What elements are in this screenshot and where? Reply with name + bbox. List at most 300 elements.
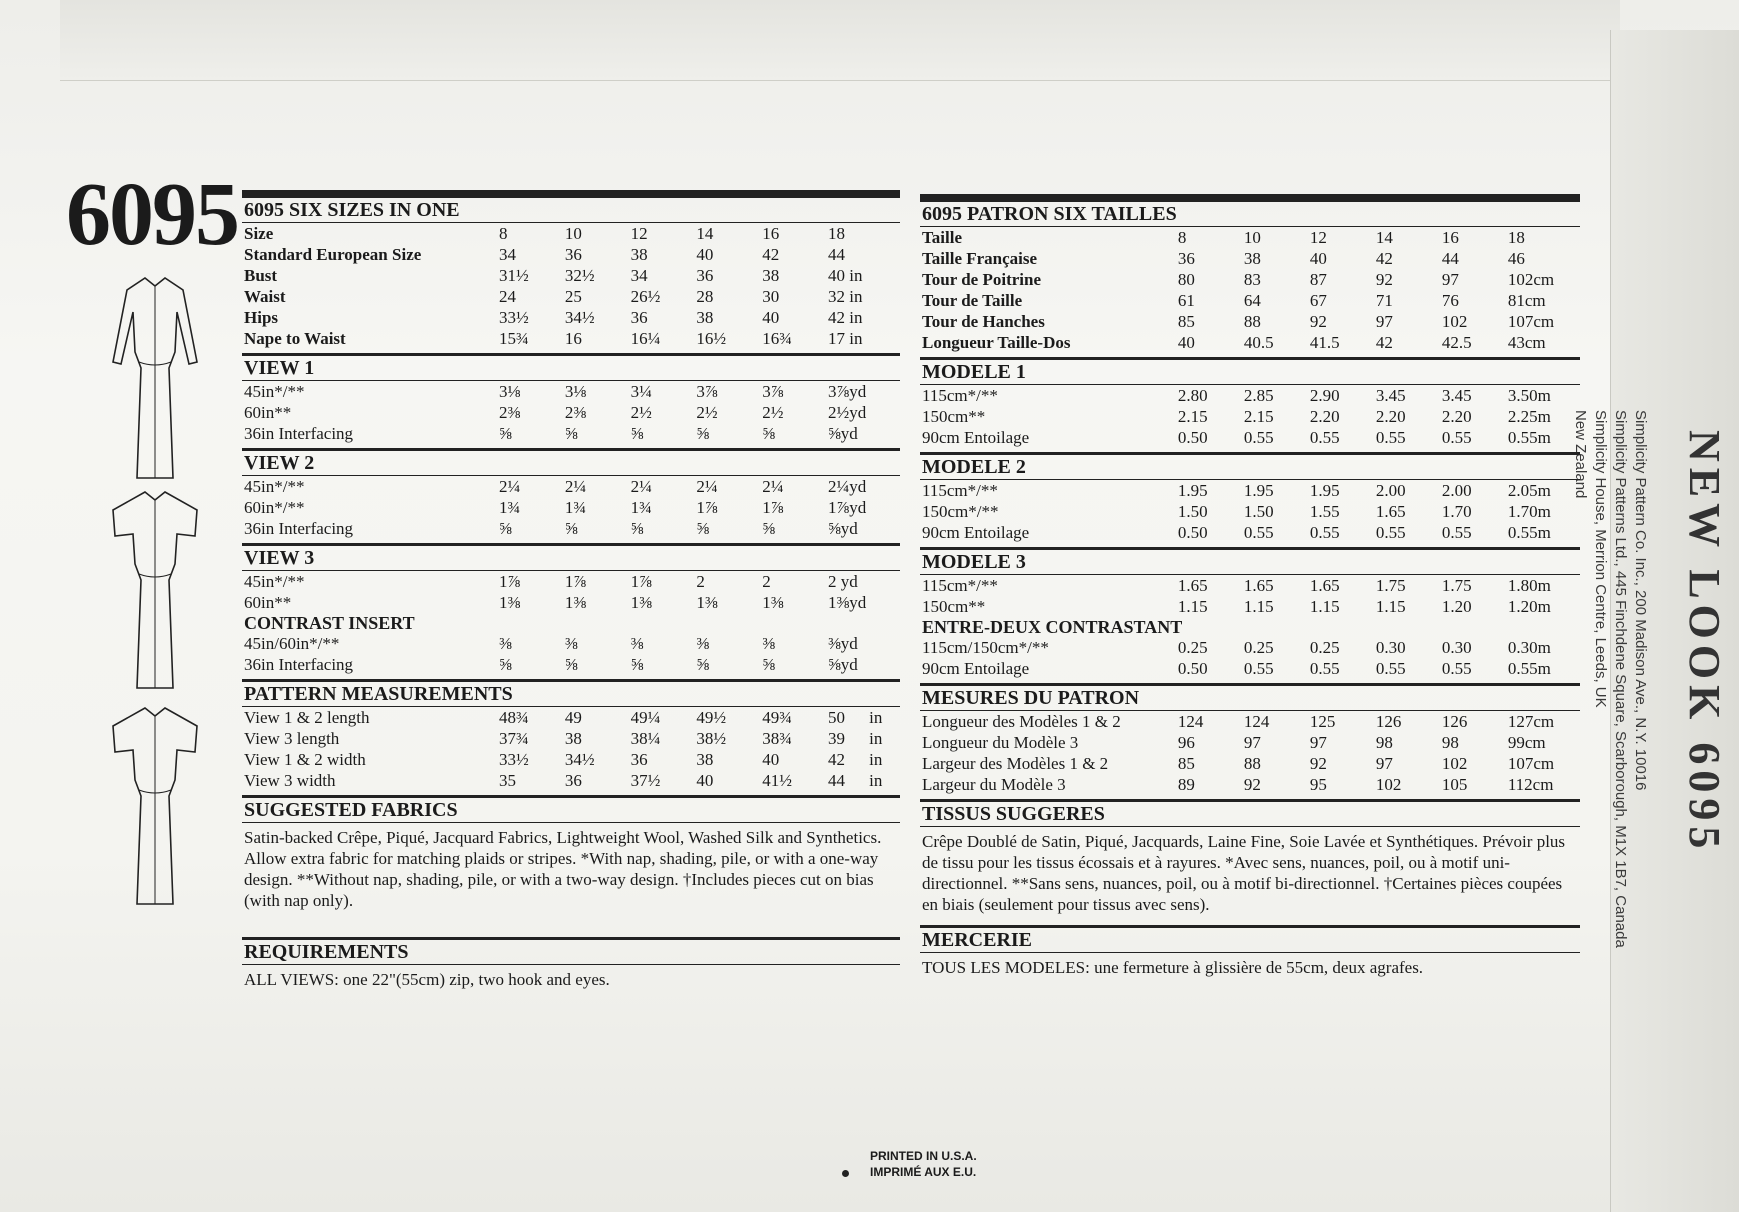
address-line: New Zealand: [1572, 410, 1589, 499]
table-row: [242, 749, 900, 770]
row-label: 45in*/**: [244, 477, 305, 496]
row-label: Bust: [244, 266, 278, 285]
cell-value: 14: [696, 224, 714, 243]
cell-value: 40: [696, 771, 714, 790]
size-table: [242, 223, 900, 349]
cell-value: ⅝: [696, 655, 710, 674]
cell-value: 88: [1243, 312, 1261, 331]
cell-value: 1⅞yd: [828, 498, 867, 517]
cell-value: 1⅞: [499, 572, 521, 591]
cell-value: 2.20: [1309, 407, 1340, 426]
cell-value: ⅝: [564, 424, 578, 443]
cell-value: 0.50: [1177, 523, 1208, 542]
cell-value: 127cm: [1507, 712, 1555, 731]
cell-value: 16: [762, 224, 780, 243]
cell-value: 98: [1375, 733, 1393, 752]
french-title: 6095 PATRON SIX TAILLES: [920, 194, 1580, 227]
view2-title: VIEW 2: [242, 448, 900, 476]
cell-value: 3⅞: [696, 382, 718, 401]
row-label: Longueur du Modèle 3: [922, 733, 1079, 752]
cell-value: 1.95: [1243, 481, 1274, 500]
cell-value: 1¾: [630, 498, 652, 517]
cell-value: 2.80: [1177, 386, 1208, 405]
cell-value: 40: [696, 245, 714, 264]
cell-value: 2½: [762, 403, 784, 422]
address-line: Simplicity House, Merrion Centre, Leeds, UK: [1592, 410, 1609, 708]
cell-value: 12: [630, 224, 648, 243]
cell-value: 2⅜: [499, 403, 521, 422]
envelope-top-flap: [60, 0, 1620, 81]
row-label: Size: [244, 224, 274, 243]
cell-value: 83: [1243, 270, 1261, 289]
cell-value: 16¾: [762, 329, 792, 348]
measurements-table: [242, 707, 900, 791]
table-row: [242, 654, 900, 675]
cell-value: 1.65: [1177, 576, 1208, 595]
cell-value: 2¼: [564, 477, 587, 496]
cell-value: in: [869, 771, 883, 790]
cell-value: 32 in: [828, 287, 863, 306]
cell-value: 48¾: [499, 708, 529, 727]
cell-value: 0.55: [1375, 523, 1406, 542]
cell-value: 1.50: [1243, 502, 1274, 521]
cell-value: ⅝: [564, 519, 578, 538]
table-row: [242, 497, 900, 518]
cell-value: 10: [1243, 228, 1261, 247]
cell-value: 125: [1309, 712, 1336, 731]
cell-value: 40: [1309, 249, 1327, 268]
cell-value: 18: [828, 224, 846, 243]
cell-value: 1.55: [1309, 502, 1340, 521]
cell-value: 0.30m: [1507, 638, 1551, 657]
view3-title: VIEW 3: [242, 543, 900, 571]
cell-value: 126: [1441, 712, 1468, 731]
cell-value: 80: [1177, 270, 1195, 289]
cell-value: 99cm: [1507, 733, 1546, 752]
cell-value: 1.75: [1375, 576, 1406, 595]
cell-value: 92: [1243, 775, 1261, 794]
cell-value: 1.75: [1441, 576, 1472, 595]
cell-value: 36: [630, 750, 648, 769]
row-label: 115cm/150cm*/**: [922, 638, 1049, 657]
cell-value: 38: [564, 729, 582, 748]
mercerie-lead: TOUS LES MODELES:: [922, 958, 1090, 977]
cell-value: 0.55: [1441, 523, 1472, 542]
cell-value: 81cm: [1507, 291, 1546, 310]
tissus-title: TISSUS SUGGERES: [920, 799, 1580, 827]
cell-value: 0.55: [1309, 659, 1340, 678]
row-label: 45in/60in*/**: [244, 634, 340, 653]
cell-value: 0.55: [1243, 659, 1274, 678]
cell-value: 2.20: [1441, 407, 1472, 426]
table-row: [920, 269, 1580, 290]
printed-in-note: [870, 1148, 977, 1180]
table-row: [920, 637, 1580, 658]
cell-value: 2.25m: [1507, 407, 1551, 426]
cell-value: 8: [1177, 228, 1187, 247]
cell-value: ⅝: [630, 655, 644, 674]
cell-value: 38¾: [762, 729, 792, 748]
cell-value: 1⅜: [499, 593, 521, 612]
cell-value: 1⅞: [696, 498, 718, 517]
cell-value: 3⅞: [762, 382, 784, 401]
cell-value: 16: [564, 329, 582, 348]
cell-value: 38: [696, 308, 714, 327]
cell-value: 2.00: [1375, 481, 1406, 500]
cell-value: 1.65: [1243, 576, 1274, 595]
row-label: View 1 & 2 width: [244, 750, 366, 769]
cell-value: 1¾: [499, 498, 521, 517]
cell-value: 85: [1177, 754, 1195, 773]
english-column: [242, 186, 900, 990]
cell-value: 2¼: [696, 477, 718, 496]
row-label: 60in**: [244, 403, 292, 422]
cell-value: 44: [1441, 249, 1459, 268]
cell-value: 105: [1441, 775, 1468, 794]
row-label: 150cm*/**: [922, 502, 999, 521]
cell-value: 2⅜: [564, 403, 587, 422]
cell-value: 12: [1309, 228, 1327, 247]
cell-value: 38: [630, 245, 648, 264]
cell-value: 2.15: [1177, 407, 1208, 426]
row-label: View 1 & 2 length: [244, 708, 370, 727]
cell-value: ⅝yd: [828, 655, 858, 674]
cell-value: ⅜: [564, 634, 578, 653]
cell-value: 25: [564, 287, 582, 306]
cell-value: 44: [828, 245, 846, 264]
cell-value: 107cm: [1507, 754, 1555, 773]
cell-value: 1⅜: [630, 593, 652, 612]
view1-table: [242, 381, 900, 444]
table-row: [242, 286, 900, 307]
entre-deux-title: ENTRE-DEUX CONTRASTANT: [922, 617, 1183, 637]
table-row: [920, 406, 1580, 427]
cell-value: 18: [1507, 228, 1525, 247]
english-title: 6095 SIX SIZES IN ONE: [242, 190, 900, 223]
printed-line: IMPRIMÉ AUX E.U.: [870, 1165, 977, 1179]
tissus-text: Crêpe Doublé de Satin, Piqué, Jacquards, Laine Fine, Soie Lavée et Synthétiques. Prévoir plus de tissu pour les tissus écossais et à rayures. *Avec sens, nuances, poil, ou à motif uni-directionnel. **Sans sens, nuances, poil, ou à motif bi-directionnel. †Certaines pièces coupées en biais (seulement pour tissus avec sens).: [922, 832, 1566, 914]
cell-value: ⅝yd: [828, 519, 858, 538]
cell-value: 88: [1243, 754, 1261, 773]
pattern-number: 6095: [66, 165, 238, 264]
cell-value: 36: [630, 308, 648, 327]
contrast-insert-title: CONTRAST INSERT: [244, 613, 415, 633]
table-row: [242, 402, 900, 423]
cell-value: 24: [499, 287, 517, 306]
cell-value: ⅝: [762, 424, 775, 443]
view3-sketch-icon: [105, 704, 205, 909]
table-row: [920, 248, 1580, 269]
cell-value: 2.15: [1243, 407, 1274, 426]
cell-value: ⅜: [762, 634, 775, 653]
requirements-text: [242, 965, 900, 990]
cell-value: 2.90: [1309, 386, 1340, 405]
table-row: [920, 774, 1580, 795]
cell-value: 2.05m: [1507, 481, 1551, 500]
cell-value: 42: [762, 245, 780, 264]
cell-value: ⅜: [630, 634, 644, 653]
cell-value: 0.55m: [1507, 428, 1551, 447]
cell-value: 0.55: [1243, 523, 1274, 542]
cell-value: 0.55: [1309, 523, 1340, 542]
cell-value: 1.50: [1177, 502, 1208, 521]
table-row: [920, 575, 1580, 596]
cell-value: 34½: [564, 308, 595, 327]
cell-value: 1.15: [1309, 597, 1340, 616]
cell-value: ⅝: [499, 424, 512, 443]
view1-sketch-icon: [105, 272, 205, 482]
modele3-table: [920, 575, 1580, 617]
cell-value: 2½: [696, 403, 718, 422]
cell-value: 85: [1177, 312, 1195, 331]
cell-value: 1.70m: [1507, 502, 1551, 521]
cell-value: 1.95: [1309, 481, 1340, 500]
row-label: Taille: [922, 228, 962, 247]
cell-value: 0.55: [1441, 428, 1472, 447]
cell-value: 1.95: [1177, 481, 1208, 500]
row-label: 150cm**: [922, 407, 986, 426]
requirements-body: one 22"(55cm) zip, two hook and eyes.: [338, 970, 610, 989]
cell-value: 40 in: [828, 266, 863, 285]
cell-value: 97: [1375, 754, 1393, 773]
cell-value: 36: [696, 266, 714, 285]
cell-value: 40: [1177, 333, 1195, 352]
cell-value: 49: [564, 708, 582, 727]
cell-value: 1⅜: [696, 593, 718, 612]
modele1-table: [920, 385, 1580, 448]
cell-value: 42.5: [1441, 333, 1472, 352]
mercerie-text: [920, 953, 1580, 978]
cell-value: 1.70: [1441, 502, 1472, 521]
cell-value: 44: [828, 771, 846, 790]
cell-value: 2: [696, 572, 705, 591]
cell-value: 0.55: [1441, 659, 1472, 678]
cell-value: 39: [828, 729, 846, 748]
cell-value: 40: [762, 750, 780, 769]
table-row: [920, 385, 1580, 406]
cell-value: ⅝: [762, 655, 775, 674]
cell-value: 28: [696, 287, 714, 306]
cell-value: 17 in: [828, 329, 863, 348]
row-label: Largeur du Modèle 3: [922, 775, 1066, 794]
cell-value: 96: [1177, 733, 1195, 752]
cell-value: 2: [762, 572, 771, 591]
table-row: [242, 571, 900, 592]
mesures-table: [920, 711, 1580, 795]
cell-value: 1.15: [1243, 597, 1274, 616]
table-row: [920, 332, 1580, 353]
cell-value: 38: [696, 750, 714, 769]
cell-value: 14: [1375, 228, 1393, 247]
cell-value: 1¾: [564, 498, 587, 517]
cell-value: 35: [499, 771, 517, 790]
row-label: Hips: [244, 308, 279, 327]
mesures-title: MESURES DU PATRON: [920, 683, 1580, 711]
cell-value: 36: [564, 771, 582, 790]
cell-value: 38¼: [630, 729, 661, 748]
cell-value: 0.55m: [1507, 659, 1551, 678]
table-row: [920, 658, 1580, 679]
cell-value: 3⅞yd: [828, 382, 867, 401]
cell-value: 3.45: [1375, 386, 1406, 405]
cell-value: 102: [1375, 775, 1402, 794]
cell-value: 33½: [499, 308, 529, 327]
row-label: Largeur des Modèles 1 & 2: [922, 754, 1109, 773]
cell-value: 107cm: [1507, 312, 1555, 331]
row-label: 90cm Entoilage: [922, 428, 1030, 447]
cell-value: 1.65: [1375, 502, 1406, 521]
cell-value: 3.50m: [1507, 386, 1551, 405]
cell-value: in: [869, 708, 883, 727]
cell-value: 34: [630, 266, 648, 285]
mercerie-body: une fermeture à glissière de 55cm, deux agrafes.: [1089, 958, 1424, 977]
cell-value: 64: [1243, 291, 1261, 310]
cell-value: 67: [1309, 291, 1327, 310]
modele3-title: MODELE 3: [920, 547, 1580, 575]
row-label: 36in Interfacing: [244, 519, 354, 538]
view2-table: [242, 476, 900, 539]
cell-value: in: [869, 750, 883, 769]
cell-value: 36: [564, 245, 582, 264]
cell-value: 2¼: [762, 477, 784, 496]
cell-value: 0.55: [1375, 659, 1406, 678]
row-label: 115cm*/**: [922, 576, 998, 595]
cell-value: 3⅛: [499, 382, 521, 401]
fabrics-title: SUGGESTED FABRICS: [242, 795, 900, 823]
table-row: [242, 476, 900, 497]
cell-value: 16: [1441, 228, 1459, 247]
cell-value: ⅝: [696, 424, 710, 443]
cell-value: 26½: [630, 287, 661, 306]
mercerie-title: MERCERIE: [920, 925, 1580, 953]
row-label: Longueur Taille-Dos: [922, 333, 1071, 352]
cell-value: 2¼: [630, 477, 652, 496]
cell-value: 32½: [564, 266, 595, 285]
cell-value: 36: [1177, 249, 1195, 268]
cell-value: 37½: [630, 771, 661, 790]
cell-value: 0.50: [1177, 659, 1208, 678]
table-row: [920, 732, 1580, 753]
cell-value: 0.55m: [1507, 523, 1551, 542]
cell-value: 49¾: [762, 708, 792, 727]
table-row: [920, 596, 1580, 617]
cell-value: 1⅜: [564, 593, 587, 612]
row-label: Nape to Waist: [244, 329, 346, 348]
cell-value: 102cm: [1507, 270, 1555, 289]
cell-value: ⅜yd: [828, 634, 858, 653]
address-line: Simplicity Patterns Ltd., 445 Finchdene Square, Scarborough, M1X 1B7, Canada: [1612, 410, 1629, 948]
row-label: 115cm*/**: [922, 386, 998, 405]
view2-sketch-icon: [105, 488, 205, 693]
cell-value: 0.30: [1375, 638, 1406, 657]
row-label: 90cm Entoilage: [922, 523, 1030, 542]
cell-value: 0.25: [1243, 638, 1274, 657]
cell-value: 2.20: [1375, 407, 1406, 426]
cell-value: ⅝: [630, 424, 644, 443]
cell-value: 30: [762, 287, 780, 306]
cell-value: 2¼yd: [828, 477, 867, 496]
cell-value: 3.45: [1441, 386, 1472, 405]
table-row: [242, 707, 900, 728]
row-label: 60in*/**: [244, 498, 305, 517]
measurements-title: PATTERN MEASUREMENTS: [242, 679, 900, 707]
cell-value: 0.55: [1375, 428, 1406, 447]
cell-value: 43cm: [1507, 333, 1546, 352]
row-label: Waist: [244, 287, 286, 306]
cell-value: 3⅛: [564, 382, 587, 401]
cell-value: 87: [1309, 270, 1327, 289]
cell-value: 38: [1243, 249, 1261, 268]
cell-value: 34: [499, 245, 517, 264]
cell-value: 38½: [696, 729, 727, 748]
row-label: 150cm**: [922, 597, 986, 616]
cell-value: 0.25: [1177, 638, 1208, 657]
fabrics-text: Satin-backed Crêpe, Piqué, Jacquard Fabrics, Lightweight Wool, Washed Silk and Synthetics. Allow extra fabric for matching plaids or stripes. *With nap, shading, pile, or with a one-way design. **Without nap, shading, pile, or with a two-way design. †Includes pieces cut on bias (with nap only).: [244, 828, 882, 910]
cell-value: 40.5: [1243, 333, 1274, 352]
cell-value: 1.20m: [1507, 597, 1551, 616]
table-row: [242, 633, 900, 654]
cell-value: 46: [1507, 249, 1525, 268]
table-row: [242, 265, 900, 286]
cell-value: 1⅜yd: [828, 593, 867, 612]
cell-value: 2 yd: [828, 572, 858, 591]
cell-value: 41.5: [1309, 333, 1340, 352]
cell-value: 37¾: [499, 729, 529, 748]
cell-value: 97: [1441, 270, 1459, 289]
requirements-lead: ALL VIEWS:: [244, 970, 339, 989]
cell-value: 1⅞: [564, 572, 587, 591]
cell-value: ⅜: [696, 634, 710, 653]
table-row: [242, 518, 900, 539]
cell-value: 1⅞: [630, 572, 652, 591]
cell-value: 0.55: [1243, 428, 1274, 447]
cell-value: 42: [1375, 249, 1393, 268]
row-label: 60in**: [244, 593, 292, 612]
view1-title: VIEW 1: [242, 353, 900, 381]
cell-value: 89: [1177, 775, 1195, 794]
cell-value: 97: [1309, 733, 1327, 752]
cell-value: 15¾: [499, 329, 529, 348]
cell-value: 10: [564, 224, 582, 243]
cell-value: 16½: [696, 329, 727, 348]
table-row: [242, 244, 900, 265]
table-row: [920, 480, 1580, 501]
view3-table: [242, 571, 900, 613]
row-label: Longueur des Modèles 1 & 2: [922, 712, 1121, 731]
row-label: 36in Interfacing: [244, 655, 354, 674]
cell-value: 124: [1177, 712, 1204, 731]
cell-value: 95: [1309, 775, 1327, 794]
table-row: [920, 227, 1580, 248]
cell-value: 8: [499, 224, 508, 243]
cell-value: 34½: [564, 750, 595, 769]
cell-value: 33½: [499, 750, 529, 769]
row-label: Taille Française: [922, 249, 1038, 268]
cell-value: 40: [762, 308, 780, 327]
cell-value: 97: [1375, 312, 1393, 331]
row-label: 36in Interfacing: [244, 424, 354, 443]
modele2-title: MODELE 2: [920, 452, 1580, 480]
cell-value: 49½: [696, 708, 727, 727]
cell-value: 102: [1441, 312, 1468, 331]
row-label: Tour de Taille: [922, 291, 1023, 310]
cell-value: 41½: [762, 771, 792, 790]
table-row: [242, 381, 900, 402]
taille-table: [920, 227, 1580, 353]
cell-value: 2¼: [499, 477, 521, 496]
side-address: [1570, 410, 1650, 948]
side-brand: NEW LOOK 6095: [1680, 430, 1729, 855]
